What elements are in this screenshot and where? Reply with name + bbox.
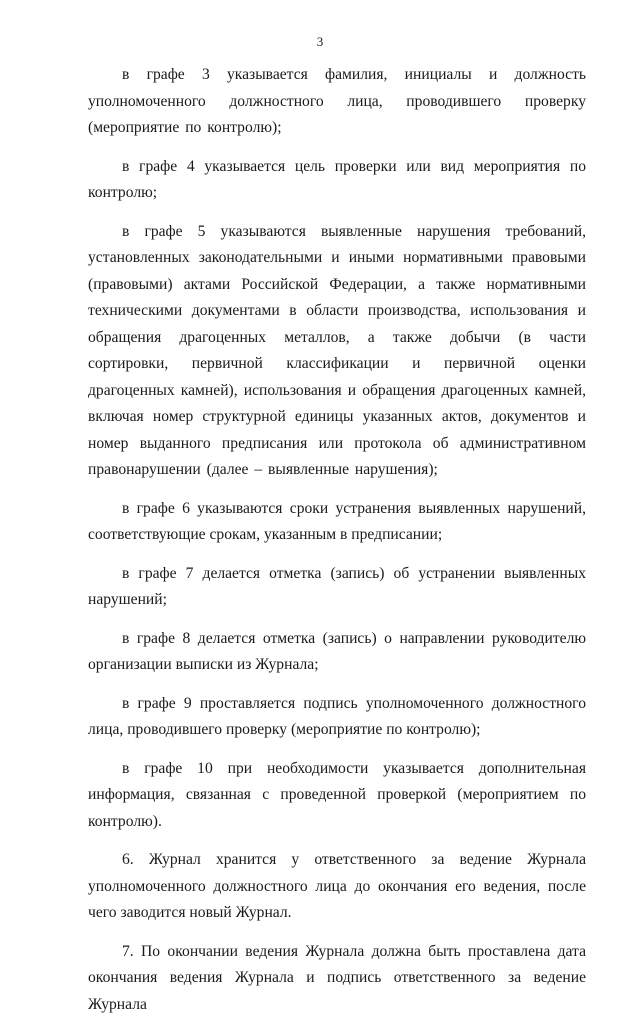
- paragraph-column-7: в графе 7 делается отметка (запись) об устранении выявленных нарушений;: [88, 561, 586, 614]
- document-body: [88, 62, 586, 1018]
- paragraph-column-4: в графе 4 указывается цель проверки или вид мероприятия по контролю;: [88, 154, 586, 207]
- paragraph-column-5: в графе 5 указываются выявленные нарушения требований, установленных законодательными и иными нормативными правовыми (правовыми) актами Российской Федерации, а также нормативными техническими документами в области производства, использования и обращения драгоценных металлов, а также добычи (в части сортировки, первичной классификации и первичной оценки драгоценных камней), использования и обращения драгоценных камней, включая номер структурной единицы указанных актов, документов и номер выданного предписания или протокола об административном правонарушении (далее – выявленные нарушения);: [88, 219, 586, 484]
- paragraph-column-3: в графе 3 указывается фамилия, инициалы и должность уполномоченного должностного лица, проводившего проверку (мероприятие по контролю);: [88, 62, 586, 142]
- paragraph-item-6: 6. Журнал хранится у ответственного за ведение Журнала уполномоченного должностного лица до окончания его ведения, после чего заводится новый Журнал.: [88, 847, 586, 927]
- paragraph-column-6: в графе 6 указываются сроки устранения выявленных нарушений, соответствующие срокам, указанным в предписании;: [88, 496, 586, 549]
- paragraph-item-7: 7. По окончании ведения Журнала должна быть проставлена дата окончания ведения Журнала и подпись ответственного за ведение Журнала: [88, 939, 586, 1018]
- paragraph-column-8: в графе 8 делается отметка (запись) о направлении руководителю организации выписки из Журнала;: [88, 626, 586, 679]
- page-number: 3: [0, 34, 640, 50]
- paragraph-column-10: в графе 10 при необходимости указывается дополнительная информация, связанная с проведенной проверкой (мероприятием по контролю).: [88, 756, 586, 836]
- paragraph-column-9: в графе 9 проставляется подпись уполномоченного должностного лица, проводившего проверку (мероприятие по контролю);: [88, 691, 586, 744]
